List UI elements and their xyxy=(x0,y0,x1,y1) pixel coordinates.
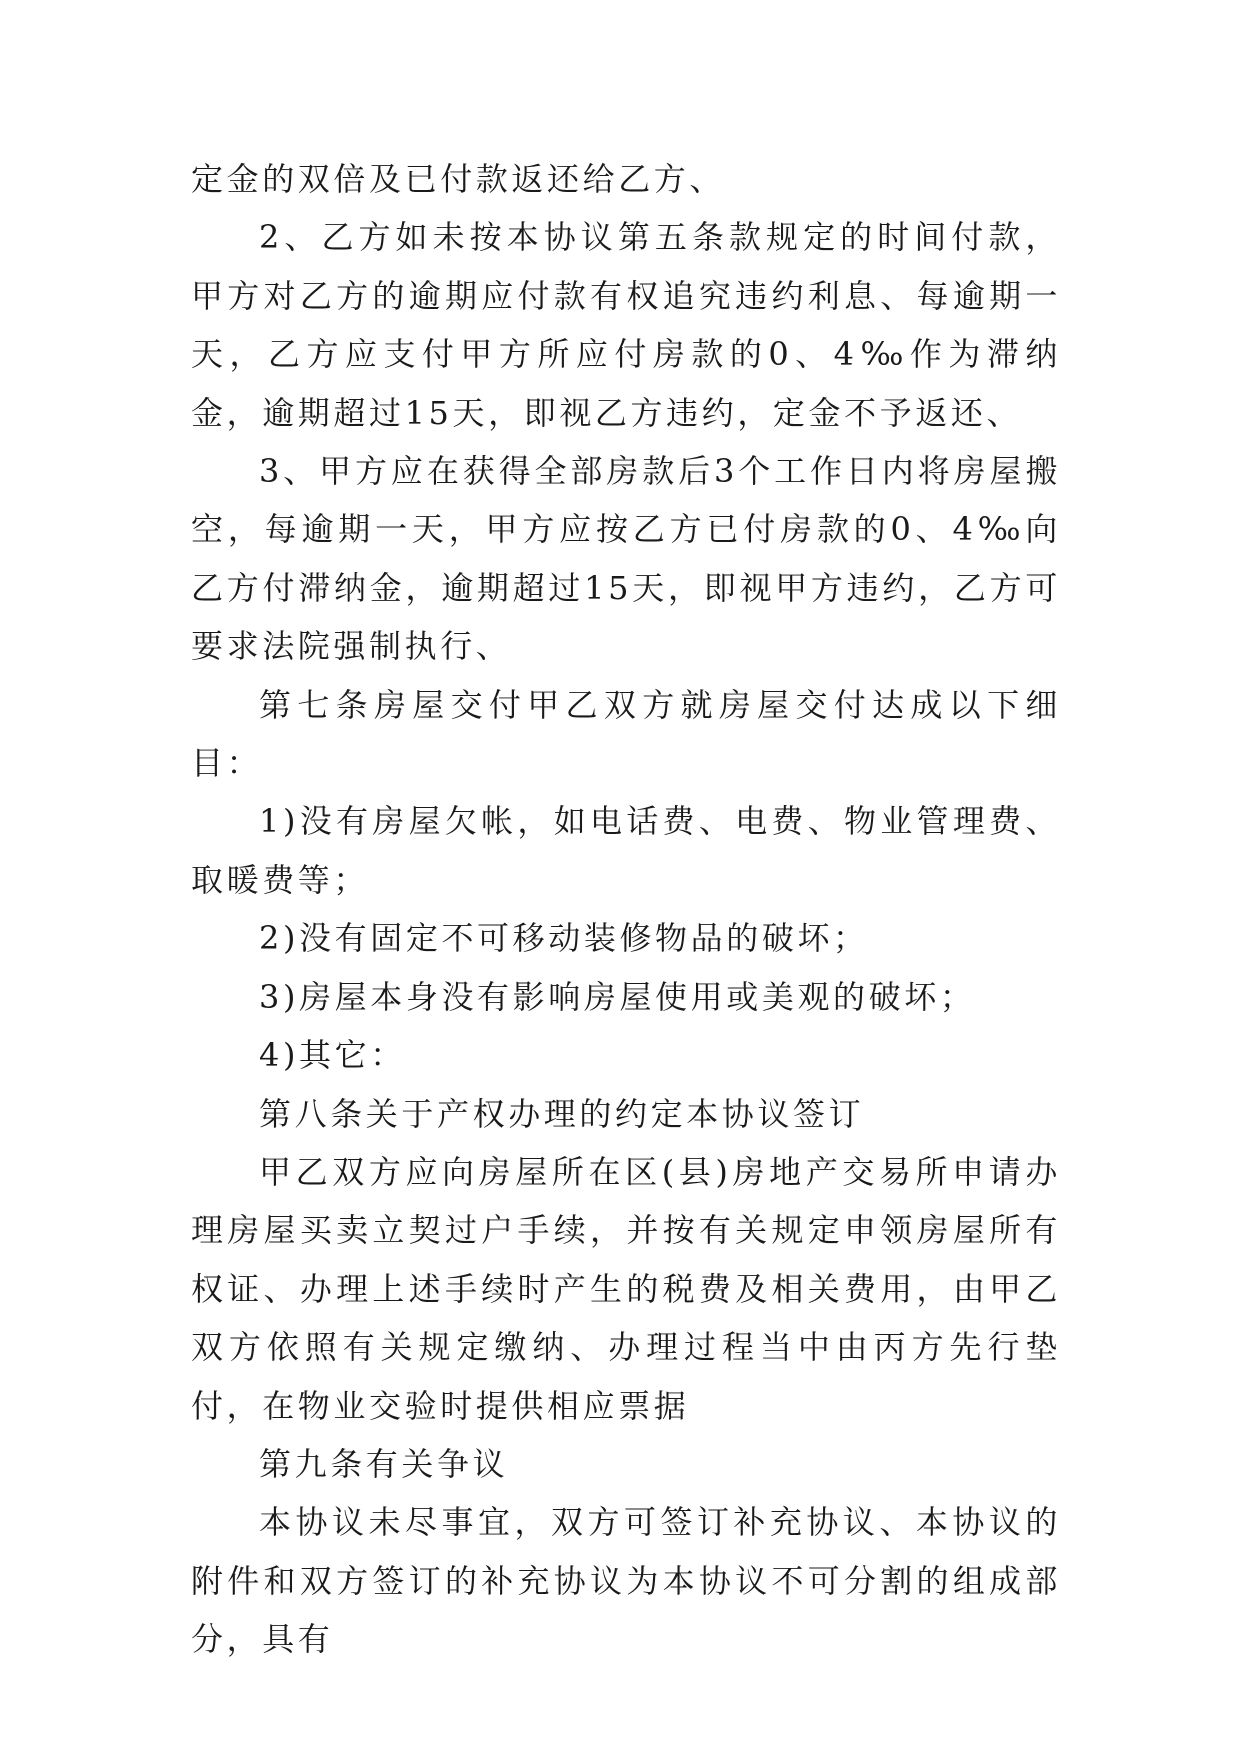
paragraph-clause-2-buyer-late-payment: 2、乙方如未按本协议第五条款规定的时间付款，甲方对乙方的逾期应付款有权追究违约利息、每逾期一天，乙方应支付甲方所应付房款的0、4‰作为滞纳金，逾期超过15天，即视乙方违约，定金不予返还、 xyxy=(191,218,1061,432)
paragraph-item-3-no-house-damage: 3)房屋本身没有影响房屋使用或美观的破坏； xyxy=(259,977,976,1016)
paragraph-item-4-other: 4)其它： xyxy=(259,1036,406,1075)
paragraph-clause-3-seller-vacate: 3、甲方应在获得全部房款后3个工作日内将房屋搬空，每逾期一天，甲方应按乙方已付房款的0、4‰向乙方付滞纳金，逾期超过15天，即视甲方违约，乙方可要求法院强制执行、 xyxy=(191,452,1061,666)
paragraph-article-8-body: 甲乙双方应向房屋所在区(县)房地产交易所申请办理房屋买卖立契过户手续，并按有关规定申领房屋所有权证、办理上述手续时产生的税费及相关费用，由甲乙双方依照有关规定缴纳、办理过程当中由丙方先行垫付，在物业交验时提供相应票据 xyxy=(191,1152,1061,1425)
paragraph-deposit-refund: 定金的双倍及已付款返还给乙方、 xyxy=(191,160,726,198)
document-body xyxy=(191,150,1061,1669)
paragraph-article-8-heading: 第八条关于产权办理的约定本协议签订 xyxy=(259,1094,865,1133)
paragraph-item-2-no-fixture-damage: 2)没有固定不可移动装修物品的破坏； xyxy=(259,919,869,958)
paragraph-article-7-heading: 第七条房屋交付甲乙双方就房屋交付达成以下细目： xyxy=(191,685,1061,783)
paragraph-article-9-heading: 第九条有关争议 xyxy=(259,1444,509,1483)
paragraph-item-1-no-arrears: 1)没有房屋欠帐，如电话费、电费、物业管理费、取暖费等； xyxy=(191,802,1061,899)
paragraph-article-9-body: 本协议未尽事宜，双方可签订补充协议、本协议的附件和双方签订的补充协议为本协议不可分割的组成部分，具有 xyxy=(191,1503,1061,1659)
